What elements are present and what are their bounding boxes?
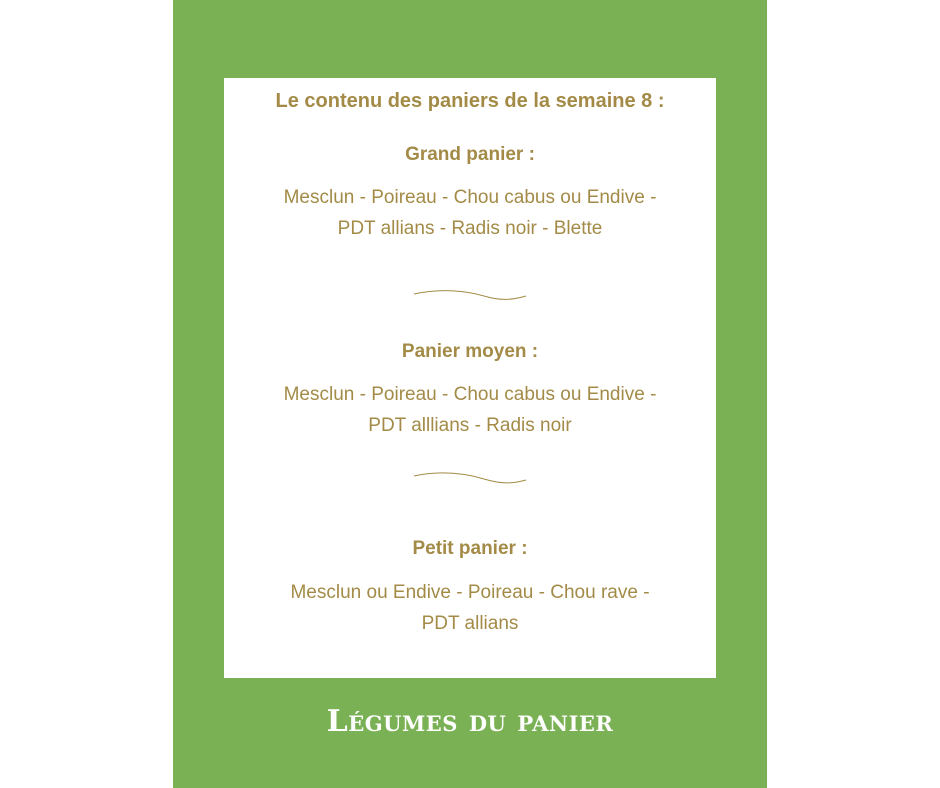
content-card bbox=[224, 78, 716, 678]
section-items-grand-panier bbox=[224, 182, 716, 244]
footer-label: Légumes du panier bbox=[326, 704, 614, 739]
card-title: Le contenu des paniers de la semaine 8 : bbox=[275, 90, 665, 112]
item-line: PDT alllians - Radis noir bbox=[368, 415, 572, 436]
section-title-panier-moyen: Panier moyen : bbox=[401, 341, 539, 362]
item-line: Mesclun ou Endive - Poireau - Chou rave - bbox=[290, 582, 650, 603]
section-title-grand-panier: Grand panier : bbox=[405, 144, 535, 165]
section-items-petit-panier bbox=[224, 577, 716, 639]
section-items-panier-moyen bbox=[224, 379, 716, 441]
item-line: PDT allians - Radis noir - Blette bbox=[337, 218, 603, 239]
wave-divider-icon bbox=[412, 284, 528, 304]
item-line: Mesclun - Poireau - Chou cabus ou Endive - bbox=[283, 384, 657, 405]
item-line: PDT allians bbox=[421, 613, 519, 634]
wave-divider-icon bbox=[412, 468, 528, 488]
section-title-petit-panier: Petit panier : bbox=[412, 538, 528, 559]
item-line: Mesclun - Poireau - Chou cabus ou Endive - bbox=[283, 187, 657, 208]
